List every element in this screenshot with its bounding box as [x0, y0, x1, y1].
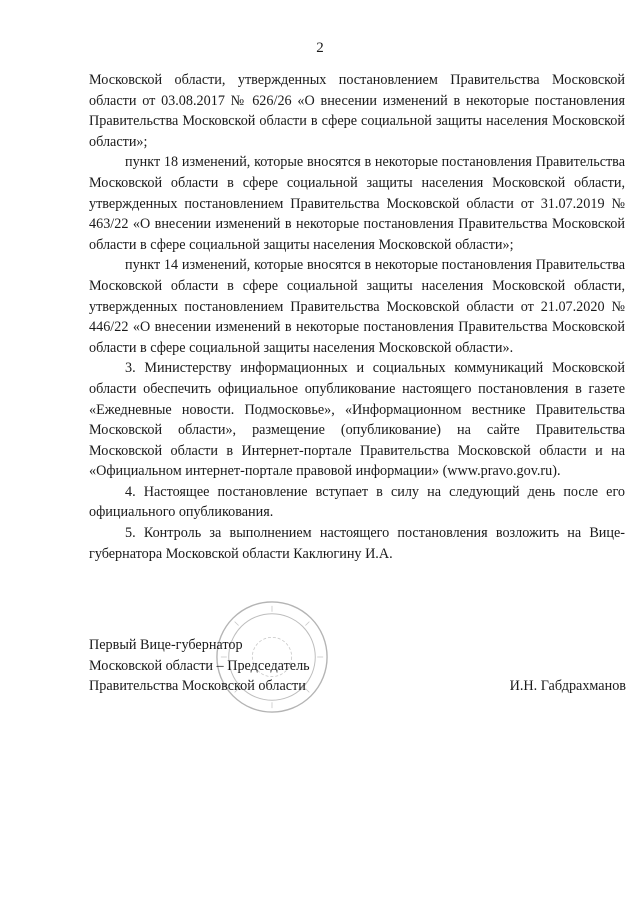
paragraph-continuation: Московской области, утвержденных постановлением Правительства Московской области от 03.08.2017 № 626/26 «О внесении изменений в некоторые постановления Правительства Московской области в сфере социальной защиты населения Московской области»; [89, 72, 625, 150]
paragraph-clause-5: 5. Контроль за выполнением настоящего постановления возложить на Вице-губернатора Московской области Каклюгину И.А. [89, 525, 625, 562]
paragraph-item-18: пункт 18 изменений, которые вносятся в некоторые постановления Правительства Московской области в сфере социальной защиты населения Московской области, утвержденных постановлением Правительства Московской области от 31.07.2019 № 463/22 «О внесении изменений в некоторые постановления Правительства Московской области в сфере социальной защиты населения Московской области»; [89, 154, 625, 253]
signer-title-line-3: Правительства Московской области [89, 678, 306, 695]
document-body [89, 70, 625, 564]
paragraph-clause-3: 3. Министерству информационных и социальных коммуникаций Московской области обеспечить официальное опубликование настоящего постановления в газете «Ежедневные новости. Подмосковье», «Информационном вестнике Правительства Московской области», размещение (опубликование) на сайте Правительства Московской области в Интернет-портале Правительства Московской области и на «Официальном интернет-портале правовой информации» (www.pravo.gov.ru). [89, 360, 625, 480]
signer-name: И.Н. Габдрахманов [509, 678, 626, 694]
page-number: 2 [316, 40, 324, 56]
signer-title-line-2: Московской области – Председатель [89, 657, 310, 674]
signer-title-line-1: Первый Вице-губернатор [89, 637, 243, 653]
paragraph-item-14: пункт 14 изменений, которые вносятся в некоторые постановления Правительства Московской области в сфере социальной защиты населения Московской области, утвержденных постановлением Правительства Московской области от 21.07.2020 № 446/22 «О внесении изменений в некоторые постановления Правительства Московской области в сфере социальной защиты населения Московской области». [89, 257, 625, 356]
paragraph-clause-4: 4. Настоящее постановление вступает в силу на следующий день после его официального опубликования. [89, 483, 625, 521]
